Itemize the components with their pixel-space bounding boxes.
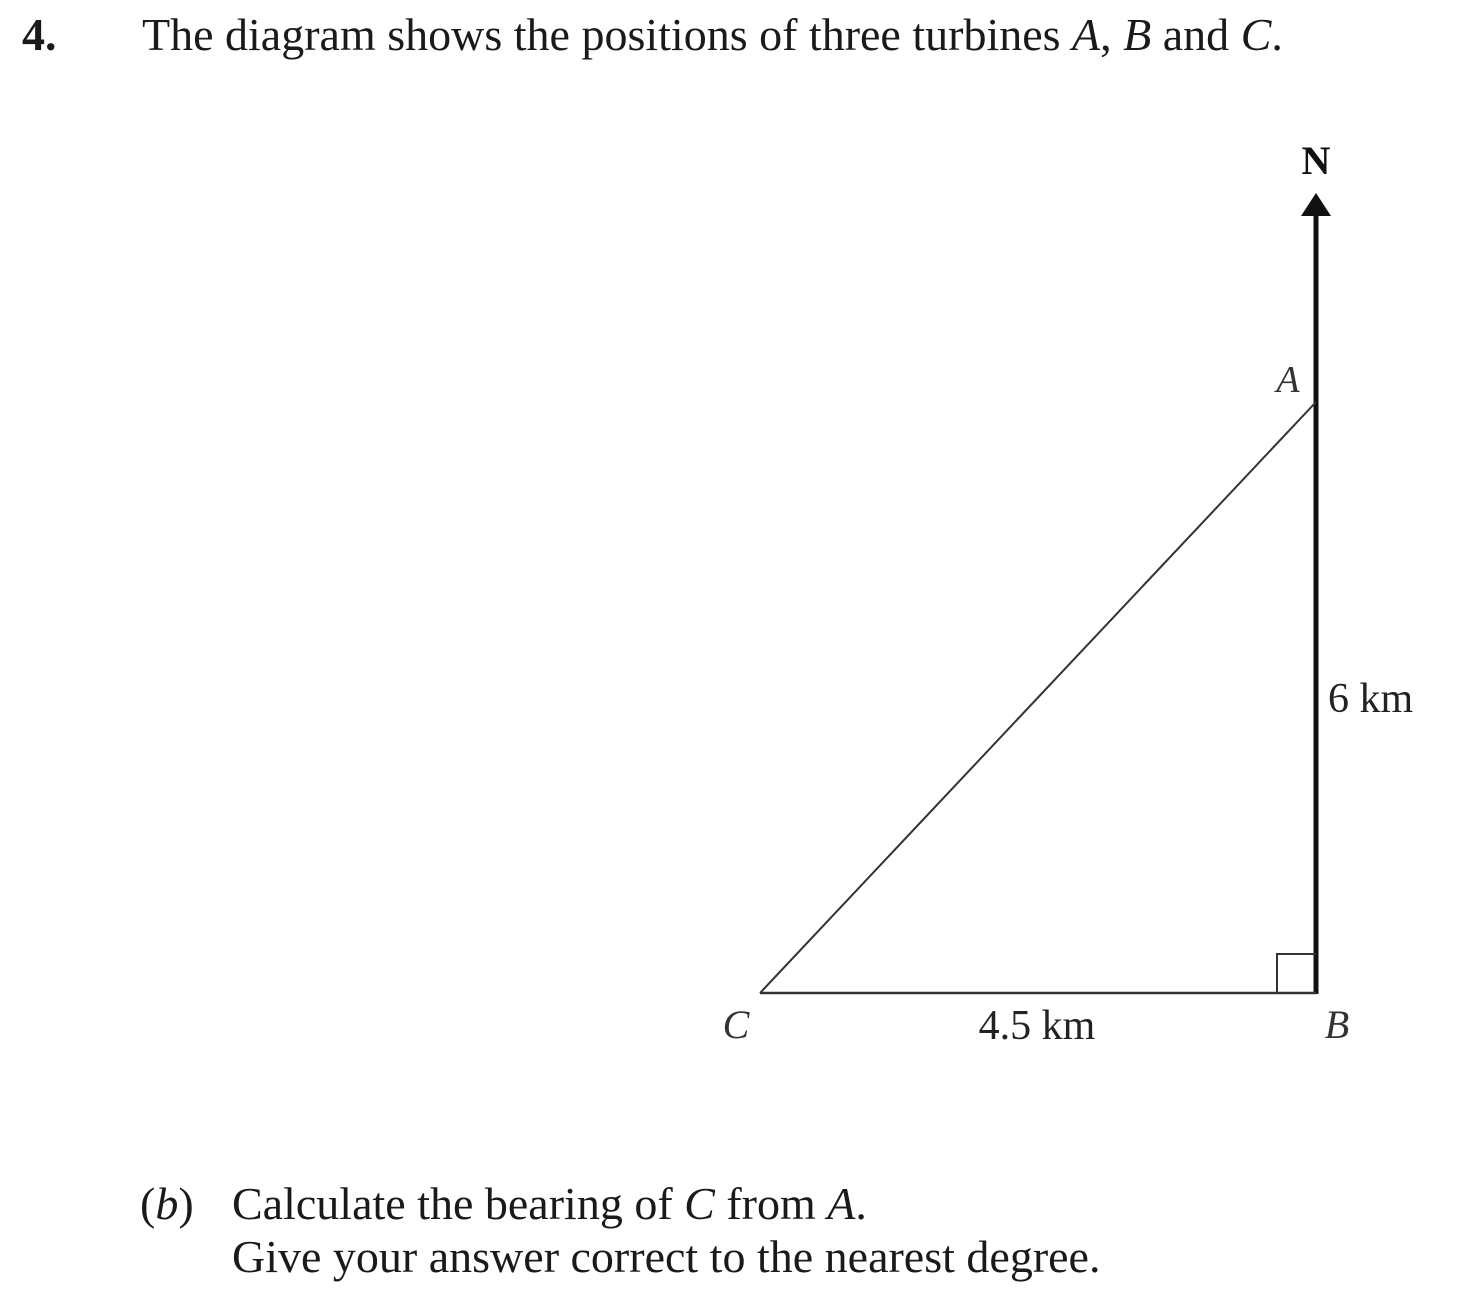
right-angle-marker [1277, 954, 1316, 993]
part-label-open: ( [140, 1178, 156, 1229]
point-c-label: C [722, 1002, 750, 1047]
instruction-point-a: A [827, 1178, 856, 1229]
part-b-label [140, 1178, 194, 1231]
point-a-label: A [1276, 359, 1300, 401]
stem-period: . [1271, 9, 1283, 60]
stem-and: and [1151, 9, 1241, 60]
line-ca [760, 402, 1316, 993]
instruction-point-c: C [684, 1178, 715, 1229]
length-ab-label: 6 km [1328, 676, 1414, 722]
length-cb-label: 4.5 km [978, 1003, 1096, 1049]
part-label-close: ) [178, 1178, 194, 1229]
north-label: N [1301, 138, 1331, 183]
instruction-from: from [714, 1178, 828, 1229]
part-b-instruction-2: Give your answer correct to the nearest degree. [232, 1231, 1101, 1282]
instruction-period: . [855, 1178, 867, 1229]
stem-point-b: B [1123, 9, 1152, 60]
stem-separator: , [1100, 9, 1124, 60]
stem-point-c: C [1240, 9, 1272, 60]
part-label-letter: b [155, 1178, 179, 1229]
north-arrowhead [1301, 193, 1331, 216]
stem-point-a: A [1072, 9, 1101, 60]
stem-text: The diagram shows the positions of three turbines [142, 9, 1073, 60]
part-b-instruction-1 [232, 1178, 867, 1231]
question-number: 4. [22, 9, 57, 60]
instruction-text: Calculate the bearing of [232, 1178, 685, 1229]
point-b-label: B [1324, 1002, 1350, 1047]
